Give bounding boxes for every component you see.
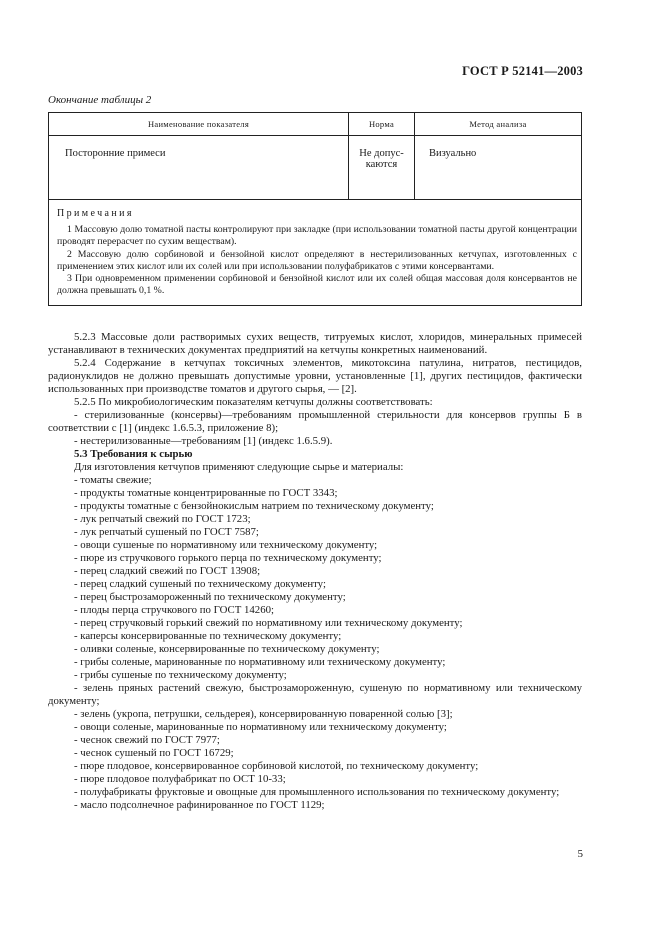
list-item: - пюре плодовое полуфабрикат по ОСТ 10-33; — [74, 773, 286, 785]
list-item: - нестерилизованные—требованиям [1] (индекс 1.6.5.9). — [74, 435, 333, 447]
norm-line-1: Не допус- — [359, 148, 404, 159]
indicator-table — [48, 112, 582, 306]
paragraph: 5.2.4 Содержание в кетчупах токсичных элементов, микотоксина патулина, нитратов, пестицидов, радионуклидов не должно превышать допустимые уровни, установленные [1], других пестицидов, фактически использованных при производстве томатов и другого сырья, — [2]. — [48, 357, 582, 395]
column-header-indicator: Наименование показателя — [49, 113, 349, 136]
list-item: - пюре плодовое, консервированное сорбиновой кислотой, по техническому документу; — [74, 760, 479, 772]
document-header: ГОСТ Р 52141—2003 — [462, 64, 583, 78]
list-item: - перец стручковый горький свежий по нормативному или техническому документу; — [74, 617, 463, 629]
table-header-row — [49, 113, 582, 136]
list-item: - лук репчатый свежий по ГОСТ 1723; — [74, 513, 251, 525]
list-item: - зелень пряных растений свежую, быстрозамороженную, сушеную по нормативному или техническому документу; — [48, 682, 582, 707]
list-item: - перец сладкий свежий по ГОСТ 13908; — [74, 565, 261, 577]
table-caption: Окончание таблицы 2 — [48, 94, 152, 106]
section-heading: 5.3 Требования к сырью — [74, 448, 193, 460]
list-item: - томаты свежие; — [74, 474, 152, 486]
list-item: - оливки соленые, консервированные по техническому документу; — [74, 643, 380, 655]
list-item: - грибы сушеные по техническому документу; — [74, 669, 287, 681]
paragraph: 5.2.3 Массовые доли растворимых сухих веществ, титруемых кислот, хлоридов, минеральных примесей устанавливают в технических документах предприятий на кетчупы конкретных наименований. — [48, 331, 582, 356]
norm-line-2: каются — [365, 159, 398, 170]
note-3: 3 При одновременном применении сорбиновой и бензойной кислот или их солей общая массовая доля консервантов не должна превышать 0,1 %. — [57, 273, 577, 297]
list-item: - каперсы консервированные по техническому документу; — [74, 630, 342, 642]
list-item: - чеснок свежий по ГОСТ 7977; — [74, 734, 220, 746]
table-row — [49, 136, 582, 200]
list-item: - грибы соленые, маринованные по нормативному или техническому документу; — [74, 656, 446, 668]
list-item: - полуфабрикаты фруктовые и овощные для промышленного использования по техническому документу; — [74, 786, 560, 798]
notes-cell — [49, 200, 582, 306]
paragraph: Для изготовления кетчупов применяют следующие сырье и материалы: — [74, 461, 404, 473]
list-item: - зелень (укропа, петрушки, сельдерея), консервированную поваренной солью [3]; — [74, 708, 453, 720]
list-item: - стерилизованные (консервы)—требованиям промышленной стерильности для консервов группы Б в соответствии с [1] (индекс 1.6.5.3, приложение 8); — [48, 409, 582, 434]
list-item: - чеснок сушеный по ГОСТ 16729; — [74, 747, 234, 759]
list-item: - продукты томатные с бензойнокислым натрием по техническому документу; — [74, 500, 434, 512]
note-1: 1 Массовую долю томатной пасты контролируют при закладке (при использовании томатной пасты другой концентрации проводят перерасчет по сухим веществам). — [57, 224, 577, 248]
list-item: - перец сладкий сушеный по техническому документу; — [74, 578, 326, 590]
list-item: - лук репчатый сушеный по ГОСТ 7587; — [74, 526, 259, 538]
notes-title: Примечания — [57, 208, 134, 219]
column-header-method: Метод анализа — [415, 113, 582, 136]
list-item: - перец быстрозамороженный по техническому документу; — [74, 591, 346, 603]
page-number: 5 — [577, 848, 583, 860]
list-item: - масло подсолнечное рафинированное по ГОСТ 1129; — [74, 799, 325, 811]
list-item: - овощи соленые, маринованные по нормативному или техническому документу; — [74, 721, 447, 733]
list-item: - продукты томатные концентрированные по ГОСТ 3343; — [74, 487, 338, 499]
document-body — [48, 331, 582, 812]
list-item: - овощи сушеные по нормативному или техническому документу; — [74, 539, 378, 551]
cell-norm — [349, 136, 415, 200]
note-2: 2 Массовую долю сорбиновой и бензойной кислот определяют в нестерилизованных кетчупах, изготовленных с применением этих кислот или их солей или при использовании полуфабрикатов с этими консервантами. — [57, 248, 577, 272]
list-item: - пюре из стручкового горького перца по техническому документу; — [74, 552, 382, 564]
list-item: - плоды перца стручкового по ГОСТ 14260; — [74, 604, 275, 616]
paragraph: 5.2.5 По микробиологическим показателям кетчупы должны соответствовать: — [74, 396, 433, 408]
column-header-norm: Норма — [349, 113, 415, 136]
cell-indicator-name: Посторонние примеси — [49, 136, 349, 200]
table-notes-row — [49, 200, 582, 306]
cell-method: Визуально — [415, 136, 582, 200]
